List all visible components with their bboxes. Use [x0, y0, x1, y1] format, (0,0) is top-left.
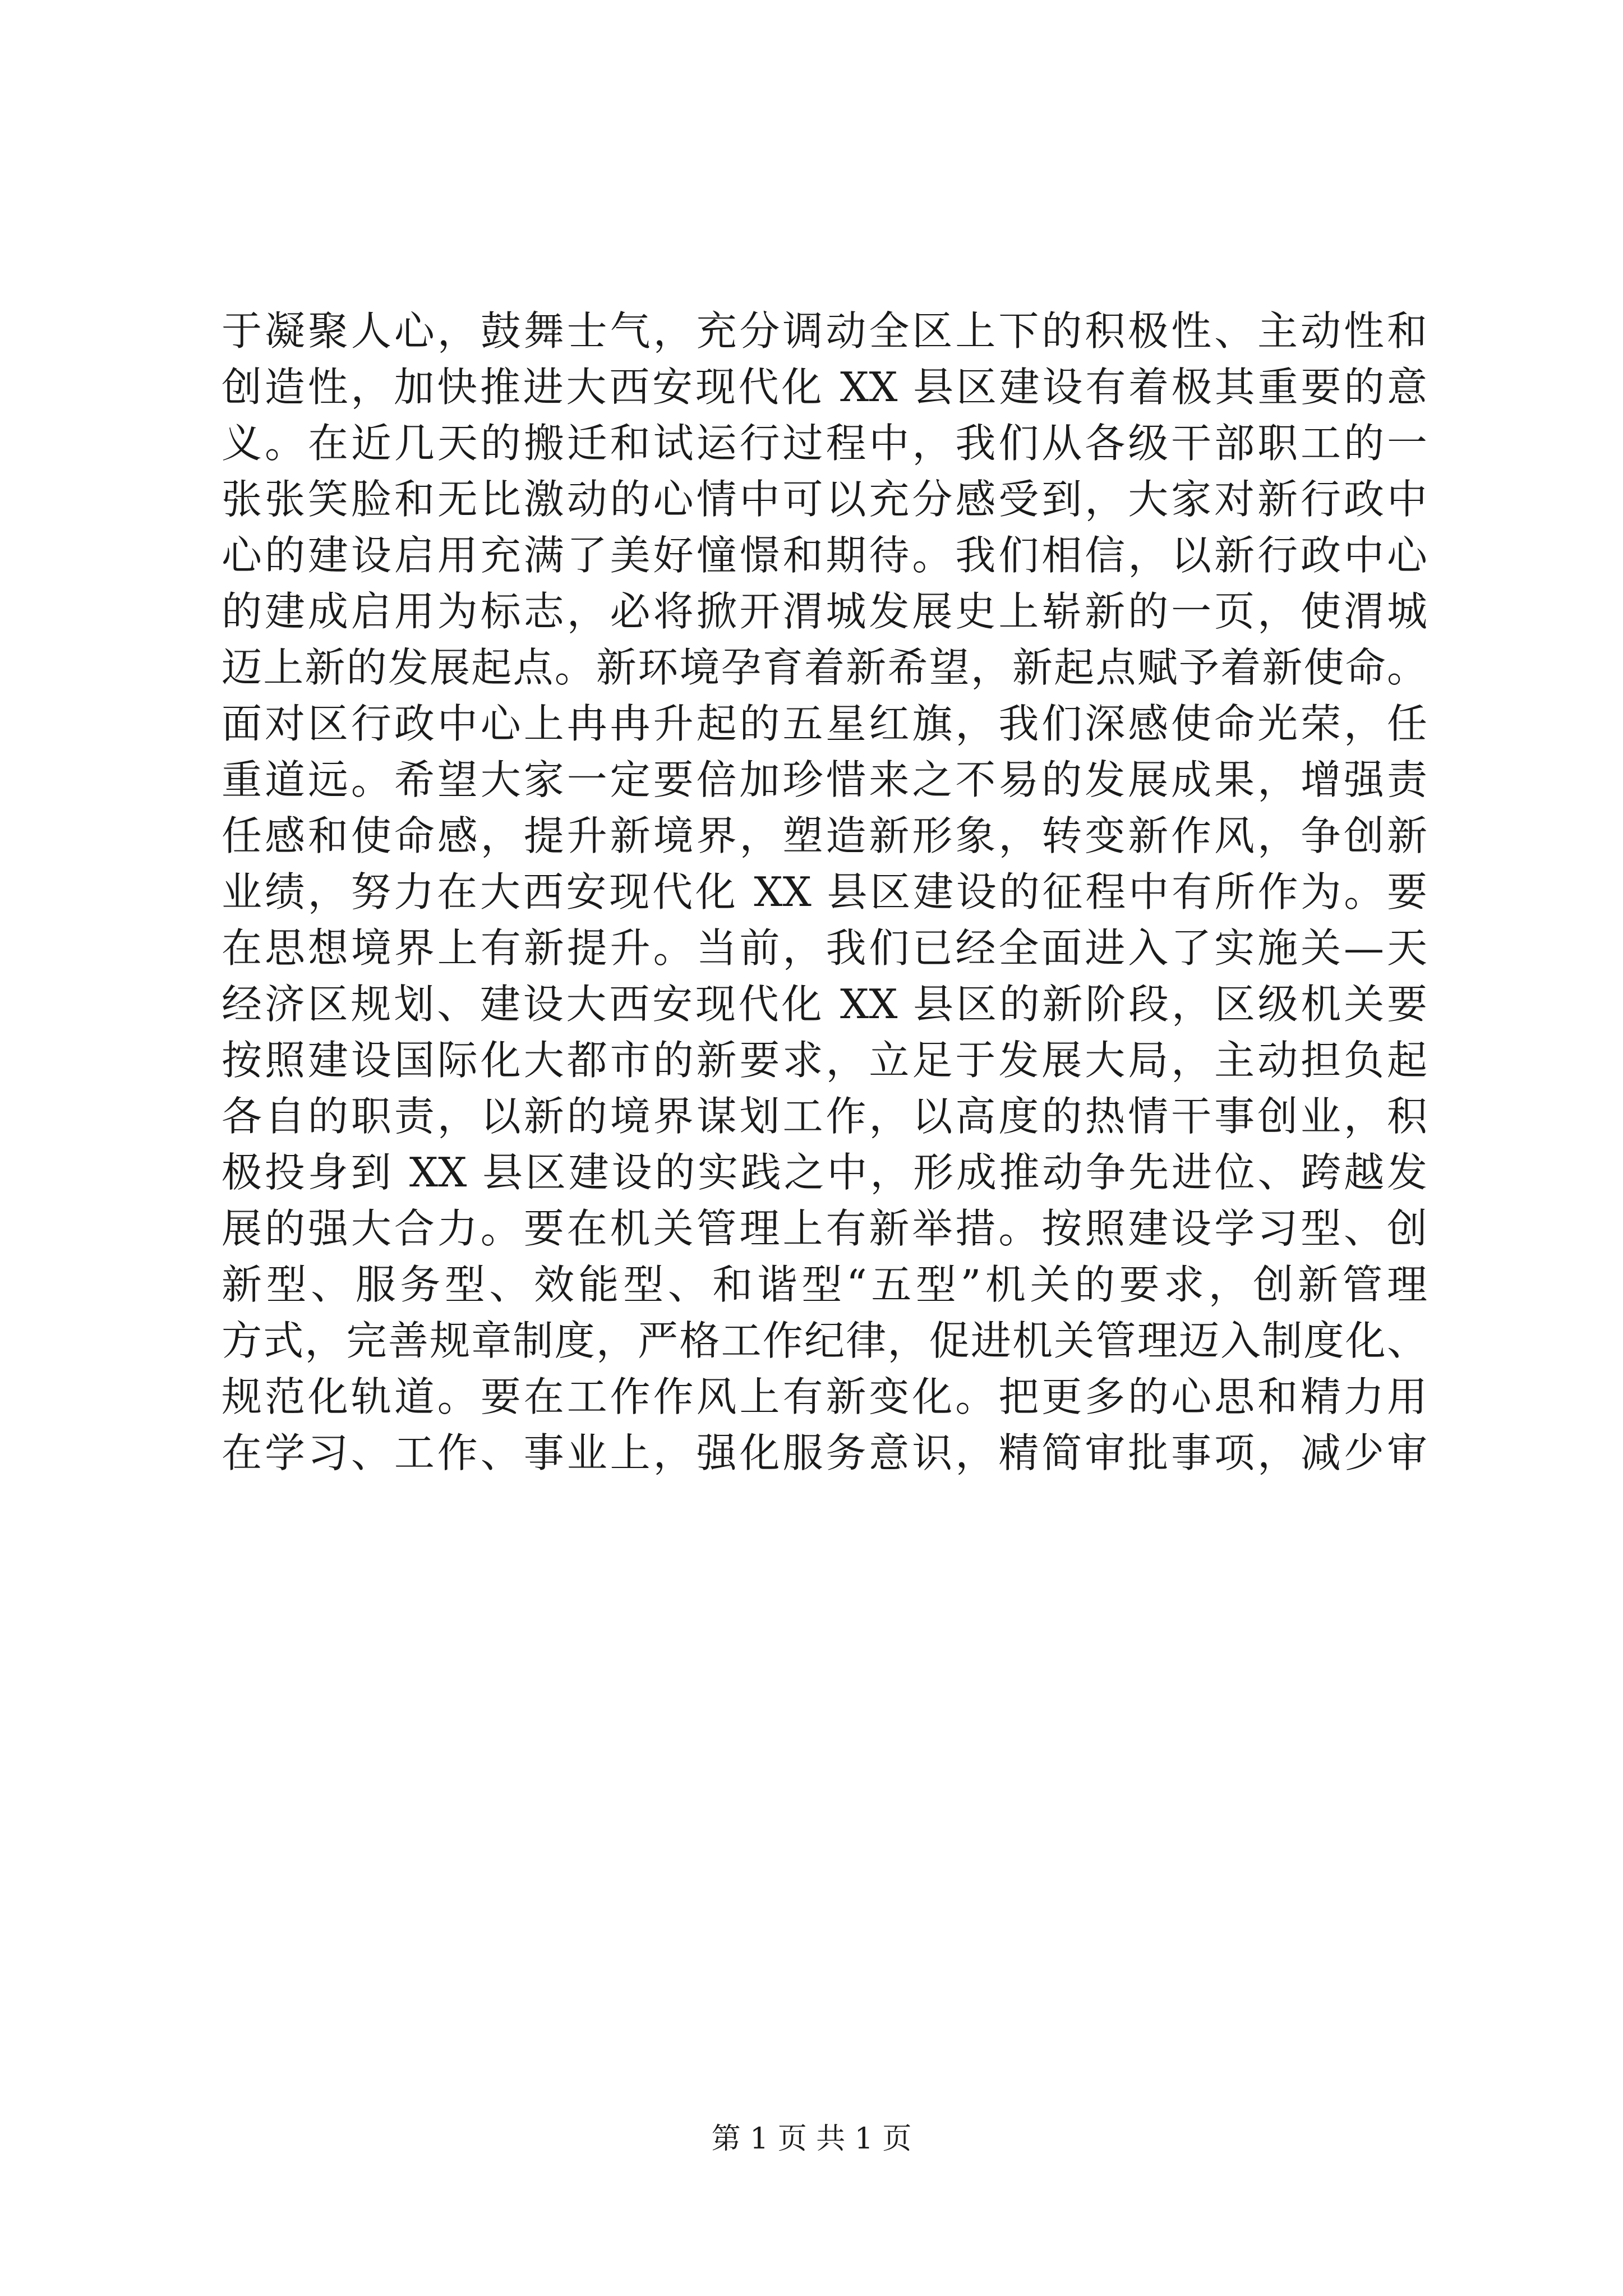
- text-line: 面对区行政中心上冉冉升起的五星红旗，我们深感使命光荣，任: [222, 700, 1427, 747]
- text-line: 各自的职责，以新的境界谋划工作，以高度的热情干事创业，积: [222, 1093, 1427, 1140]
- text-line: 方式，完善规章制度，严格工作纪律，促进机关管理迈入制度化、: [222, 1317, 1427, 1364]
- text-line: 创造性，加快推进大西安现代化 XX 县区建设有着极其重要的意: [222, 364, 1427, 411]
- text-line: 心的建设启用充满了美好憧憬和期待。我们相信，以新行政中心: [222, 532, 1427, 579]
- text-line: 义。在近几天的搬迁和试运行过程中，我们从各级干部职工的一: [222, 420, 1427, 467]
- text-line: 规范化轨道。要在工作作风上有新变化。把更多的心思和精力用: [222, 1373, 1427, 1420]
- text-line: 经济区规划、建设大西安现代化 XX 县区的新阶段，区级机关要: [222, 981, 1427, 1028]
- text-line: 按照建设国际化大都市的新要求，立足于发展大局，主动担负起: [222, 1037, 1427, 1084]
- text-line: 的建成启用为标志，必将掀开渭城发展史上崭新的一页，使渭城: [222, 588, 1427, 635]
- text-line: 于凝聚人心，鼓舞士气，充分调动全区上下的积极性、主动性和: [222, 307, 1427, 355]
- text-line: 极投身到 XX 县区建设的实践之中，形成推动争先进位、跨越发: [222, 1149, 1427, 1196]
- text-line: 展的强大合力。要在机关管理上有新举措。按照建设学习型、创: [222, 1205, 1427, 1252]
- text-line: 新型、服务型、效能型、和谐型“五型”机关的要求，创新管理: [222, 1261, 1427, 1308]
- text-line: 迈上新的发展起点。新环境孕育着新希望，新起点赋予着新使命。: [222, 644, 1427, 691]
- text-line: 张张笑脸和无比激动的心情中可以充分感受到，大家对新行政中: [222, 476, 1427, 523]
- text-line: 重道远。希望大家一定要倍加珍惜来之不易的发展成果，增强责: [222, 756, 1427, 803]
- text-line: 业绩，努力在大西安现代化 XX 县区建设的征程中有所作为。要: [222, 868, 1427, 915]
- text-line: 在思想境界上有新提升。当前，我们已经全面进入了实施关—天: [222, 924, 1427, 972]
- text-line: 在学习、工作、事业上，强化服务意识，精简审批事项，减少审: [222, 1429, 1427, 1476]
- page-footer: 第 1 页 共 1 页: [711, 2122, 912, 2156]
- text-line: 任感和使命感，提升新境界，塑造新形象，转变新作风，争创新: [222, 812, 1427, 859]
- body-text: [222, 303, 1427, 1481]
